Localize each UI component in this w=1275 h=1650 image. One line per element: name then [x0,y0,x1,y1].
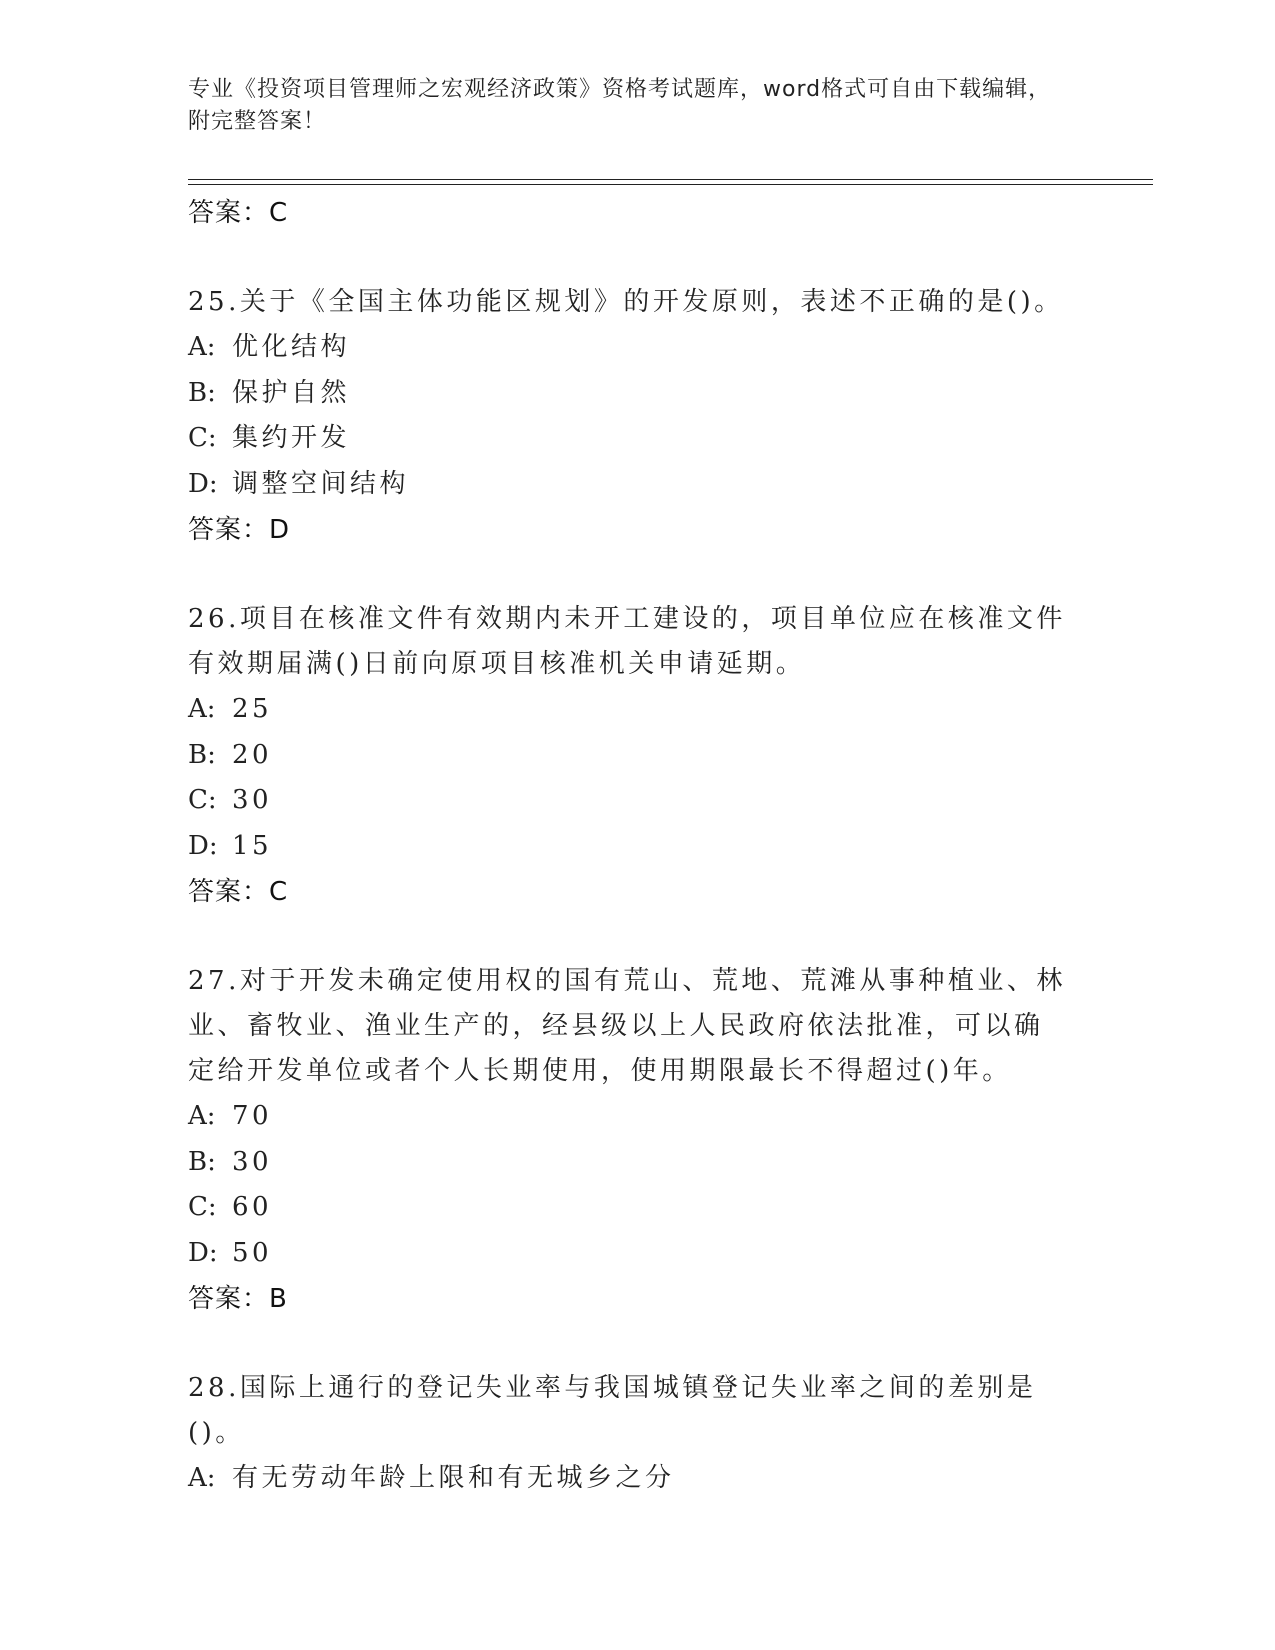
option-c [188,778,1068,824]
option-a [188,1456,1068,1502]
option-d [188,1231,1068,1277]
option-label: D: [188,830,218,861]
option-text: 50 [232,1237,273,1268]
answer-line: 答案：B [188,1284,288,1314]
option-a [188,325,1068,371]
option-label: D: [188,1237,218,1268]
option-label: B: [188,1146,216,1177]
option-d [188,462,1068,508]
option-label: D: [188,468,218,499]
option-label: B: [188,377,216,408]
option-label: A: [188,1101,216,1131]
question-text: 26.项目在核准文件有效期内未开工建设的，项目单位应在核准文件有效期届满()日前向原项目核准机关申请延期。 [188,604,1066,679]
option-label: B: [188,739,216,770]
answer-line: 答案：C [188,877,289,907]
option-text: 15 [232,830,273,861]
question-text: 27.对于开发未确定使用权的国有荒山、荒地、荒滩从事种植业、林业、畜牧业、渔业生产的，经县级以上人民政府依法批准，可以确定给开发单位或者个人长期使用，使用期限最长不得超过()年。 [188,966,1066,1086]
option-text: 调整空间结构 [232,468,410,499]
document-header: 专业《投资项目管理师之宏观经济政策》资格考试题库，word格式可自由下载编辑，附完整答案！ [188,77,1052,134]
option-text: 25 [232,694,273,724]
option-text: 有无劳动年龄上限和有无城乡之分 [232,1463,675,1493]
answer-line: 答案：C [188,198,289,228]
question-item [188,597,1068,915]
question-item [188,1366,1068,1502]
option-b [188,371,1068,417]
option-b [188,1140,1068,1186]
option-label: A: [188,694,216,724]
option-text: 60 [232,1192,273,1222]
option-a [188,687,1068,733]
option-c [188,416,1068,462]
question-list [188,190,1068,1502]
option-text: 优化结构 [232,332,351,362]
answer-line: 答案：D [188,515,291,545]
option-label: C: [188,785,217,815]
header-divider-top [188,179,1153,180]
option-d [188,824,1068,870]
option-c [188,1185,1068,1231]
option-label: C: [188,1192,217,1222]
header-divider-bottom [188,184,1153,185]
question-item [188,280,1068,553]
option-text: 30 [232,785,273,815]
option-a [188,1094,1068,1140]
option-text: 保护自然 [232,377,351,408]
option-label: A: [188,1463,216,1493]
question-text: 28.国际上通行的登记失业率与我国城镇登记失业率之间的差别是()。 [188,1373,1037,1448]
option-text: 30 [232,1146,273,1177]
option-label: A: [188,332,216,362]
option-text: 20 [232,739,273,770]
question-text: 25.关于《全国主体功能区规划》的开发原则，表述不正确的是()。 [188,287,1064,317]
option-b [188,733,1068,779]
option-text: 70 [232,1101,273,1131]
option-text: 集约开发 [232,423,351,453]
option-label: C: [188,423,217,453]
question-item [188,959,1068,1322]
